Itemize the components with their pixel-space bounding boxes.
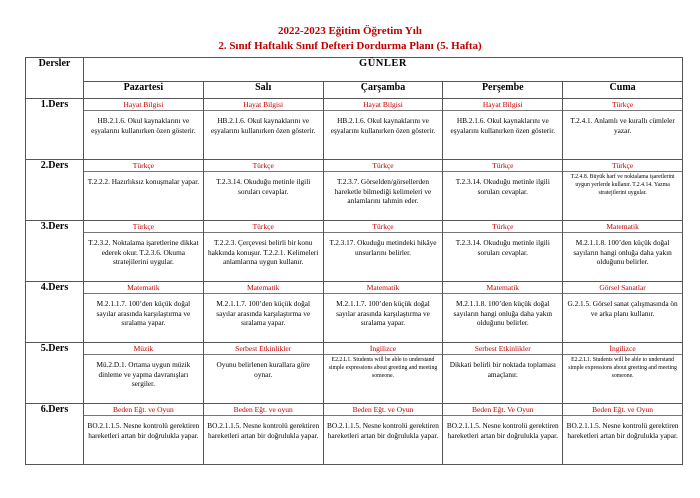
lesson-cell: [563, 282, 683, 343]
outcome-text: HB.2.1.6. Okul kaynaklarını ve eşyalarını kullanırken özen gösterir.: [210, 116, 316, 135]
subject-name: İngilizce: [324, 343, 443, 355]
subject-name: Türkçe: [563, 160, 682, 172]
document-subtitle: 2. Sınıf Haftalık Sınıf Defteri Dordurma Planı (5. Hafta): [218, 40, 482, 52]
lesson-cell: [203, 160, 323, 221]
outcome-text: E2.2.L1. Students will be able to understand simple expressions about greeting and meeting someone.: [568, 357, 677, 379]
subject-name: Hayat Bilgisi: [324, 99, 443, 111]
day-header-3: Çarşamba: [323, 82, 443, 99]
outcome-text: E2.2.L1. Students will be able to understand simple expressions about greeting and meeting someone.: [328, 357, 438, 379]
subject-name: Türkçe: [443, 221, 562, 233]
outcome-text: T.2.3.2. Noktalama işaretlerine dikkat ederek okur. T.2.3.6. Okuma stratejilerini uygular.: [88, 238, 199, 267]
lesson-cell: [443, 282, 563, 343]
day-header-5: Cuma: [563, 82, 683, 99]
outcome-text: M.2.1.1.7. 100’den küçük doğal sayılar arasında karşılaştırma ve sıralama yapar.: [216, 299, 311, 328]
subject-name: Hayat Bilgisi: [84, 99, 203, 111]
subject-name: Beden Eğt. ve oyun: [204, 404, 323, 416]
outcome-text: BO.2.1.1.5. Nesne kontrolü gerektiren hareketleri artan bir doğrulukla yapar.: [207, 421, 320, 440]
subject-name: Beden Eğt. ve Oyun: [563, 404, 682, 416]
subject-name: Türkçe: [204, 221, 323, 233]
subject-name: Matematik: [204, 282, 323, 294]
day-header-2: Salı: [203, 82, 323, 99]
document-title: 2022-2023 Eğitim Öğretim Yılı: [278, 25, 422, 37]
lesson-cell: [203, 99, 323, 160]
lesson-cell: [203, 343, 323, 404]
lesson-cell: [203, 282, 323, 343]
weekly-plan-table: [25, 57, 683, 465]
outcome-text: Oyunu belirlenen kurallara göre oynar.: [216, 360, 310, 379]
outcome-text: Dikkati belirli bir noktada toplaması amaçlanır.: [449, 360, 556, 379]
lesson-cell: [443, 160, 563, 221]
lesson-cell: [563, 221, 683, 282]
outcome-text: HB.2.1.6. Okul kaynaklarını ve eşyalarını kullanırken özen gösterir.: [91, 116, 196, 135]
outcome-text: M.2.1.1.8. 100’den küçük doğal sayıların hangi onluğa daha yakın olduğunu belirler.: [453, 299, 553, 328]
lesson-cell: [84, 99, 204, 160]
subject-name: Beden Eğt. ve Oyun: [324, 404, 443, 416]
lesson-cell: [323, 404, 443, 465]
subject-name: Beden Eğt. Ve Oyun: [443, 404, 562, 416]
lesson-label: 5.Ders: [26, 343, 84, 404]
subject-name: Türkçe: [443, 160, 562, 172]
subject-name: Türkçe: [204, 160, 323, 172]
lesson-cell: [563, 404, 683, 465]
lesson-cell: [323, 99, 443, 160]
subject-name: Serbest Etkinlikler: [204, 343, 323, 355]
day-header-row: [26, 82, 683, 99]
lesson-cell: [84, 282, 204, 343]
subject-name: İngilizce: [563, 343, 682, 355]
lesson-cell: [323, 221, 443, 282]
lesson-label: 3.Ders: [26, 221, 84, 282]
lesson-cell: [323, 343, 443, 404]
lesson-row: [26, 282, 683, 343]
subject-name: Müzik: [84, 343, 203, 355]
outcome-text: G.2.1.5. Görsel sanat çalışmasında ön ve arka planı kullanır.: [567, 299, 678, 318]
subject-name: Matematik: [563, 221, 682, 233]
outcome-text: BO.2.1.1.5. Nesne kontrolü gerektiren hareketleri artan bir doğrulukla yapar.: [327, 421, 439, 440]
outcome-text: T.2.3.7. Görselden/görsellerden hareketle bilmediği kelimeleri ve anlamlarını tahmin eder.: [334, 177, 432, 206]
outcome-text: BO.2.1.1.5. Nesne kontrolü gerektiren hareketleri artan bir doğrulukla yapar.: [87, 421, 200, 440]
lesson-label: 2.Ders: [26, 160, 84, 221]
day-header-4: Perşembe: [443, 82, 563, 99]
outcome-text: HB.2.1.6. Okul kaynaklarını ve eşyalarını kullanırken özen gösterir.: [450, 116, 556, 135]
outcome-text: T.2.4.8. Büyük harf ve noktalama işaretlerini uygun yerlerde kullanır. T.2.4.14. Yazma stratejilerini uygular.: [570, 174, 675, 196]
subject-name: Matematik: [443, 282, 562, 294]
outcome-text: Mü.2.D.1. Ortama uygun müzik dinleme ve yapma davranışları sergiler.: [96, 360, 191, 389]
lesson-cell: [84, 221, 204, 282]
subject-name: Matematik: [84, 282, 203, 294]
lesson-cell: [443, 343, 563, 404]
outcome-text: T.2.3.14. Okuduğu metinle ilgili soruları cevaplar.: [455, 238, 550, 257]
outcome-text: T.2.3.14. Okuduğu metinle ilgili soruları cevaplar.: [455, 177, 550, 196]
lesson-cell: [84, 160, 204, 221]
lesson-cell: [443, 99, 563, 160]
outcome-text: T.2.3.14. Okuduğu metinle ilgili soruları cevaplar.: [216, 177, 311, 196]
outcome-text: M.2.1.1.7. 100’den küçük doğal sayılar arasında karşılaştırma ve sıralama yapar.: [336, 299, 430, 328]
outcome-text: T.2.2.2. Hazırlıksız konuşmalar yapar.: [87, 177, 200, 187]
subject-name: Hayat Bilgisi: [204, 99, 323, 111]
lesson-cell: [323, 160, 443, 221]
outcome-text: BO.2.1.1.5. Nesne kontrolü gerektiren hareketleri artan bir doğrulukla yapar.: [566, 421, 679, 440]
lesson-cell: [84, 404, 204, 465]
lesson-label: 6.Ders: [26, 404, 84, 465]
subject-name: Türkçe: [84, 160, 203, 172]
outcome-text: T.2.4.1. Anlamlı ve kurallı cümleler yazar.: [570, 116, 675, 135]
subject-name: Türkçe: [324, 221, 443, 233]
subject-name: Türkçe: [324, 160, 443, 172]
plan-body: [26, 99, 683, 465]
lesson-cell: [443, 221, 563, 282]
outcome-text: T.2.3.17. Okuduğu metindeki hikâye unsurlarını belirler.: [329, 238, 437, 257]
lesson-cell: [203, 221, 323, 282]
lesson-label: 4.Ders: [26, 282, 84, 343]
lesson-cell: [323, 282, 443, 343]
day-header-1: Pazartesi: [84, 82, 204, 99]
outcome-text: BO.2.1.1.5. Nesne kontrolü gerektiren hareketleri artan bir doğrulukla yapar.: [446, 421, 559, 440]
lesson-cell: [203, 404, 323, 465]
outcome-text: M.2.1.1.8. 100’den küçük doğal sayıların hangi onluğa daha yakın olduğunu belirler.: [573, 238, 672, 267]
lesson-row: [26, 343, 683, 404]
subject-name: Beden Eğt. ve Oyun: [84, 404, 203, 416]
subject-name: Türkçe: [84, 221, 203, 233]
lesson-cell: [563, 99, 683, 160]
dersler-header: Dersler: [26, 58, 84, 99]
lesson-row: [26, 221, 683, 282]
lesson-cell: [443, 404, 563, 465]
lesson-row: [26, 160, 683, 221]
lesson-row: [26, 99, 683, 160]
lesson-cell: [563, 343, 683, 404]
lesson-label: 1.Ders: [26, 99, 84, 160]
lesson-cell: [84, 343, 204, 404]
outcome-text: M.2.1.1.7. 100’den küçük doğal sayılar arasında karşılaştırma ve sıralama yapar.: [96, 299, 191, 328]
lesson-row: [26, 404, 683, 465]
subject-name: Serbest Etkinlikler: [443, 343, 562, 355]
gunler-header: GÜNLER: [84, 58, 683, 82]
subject-name: Görsel Sanatlar: [563, 282, 682, 294]
subject-name: Hayat Bilgisi: [443, 99, 562, 111]
outcome-text: HB.2.1.6. Okul kaynaklarını ve eşyalarını kullanırken özen gösterir.: [330, 116, 436, 135]
subject-name: Matematik: [324, 282, 443, 294]
outcome-text: T.2.2.3. Çerçevesi belirli bir konu hakkında konuşur. T.2.2.1. Kelimeleri anlamlarına uygun kullanır.: [208, 238, 319, 267]
lesson-cell: [563, 160, 683, 221]
subject-name: Türkçe: [563, 99, 682, 111]
